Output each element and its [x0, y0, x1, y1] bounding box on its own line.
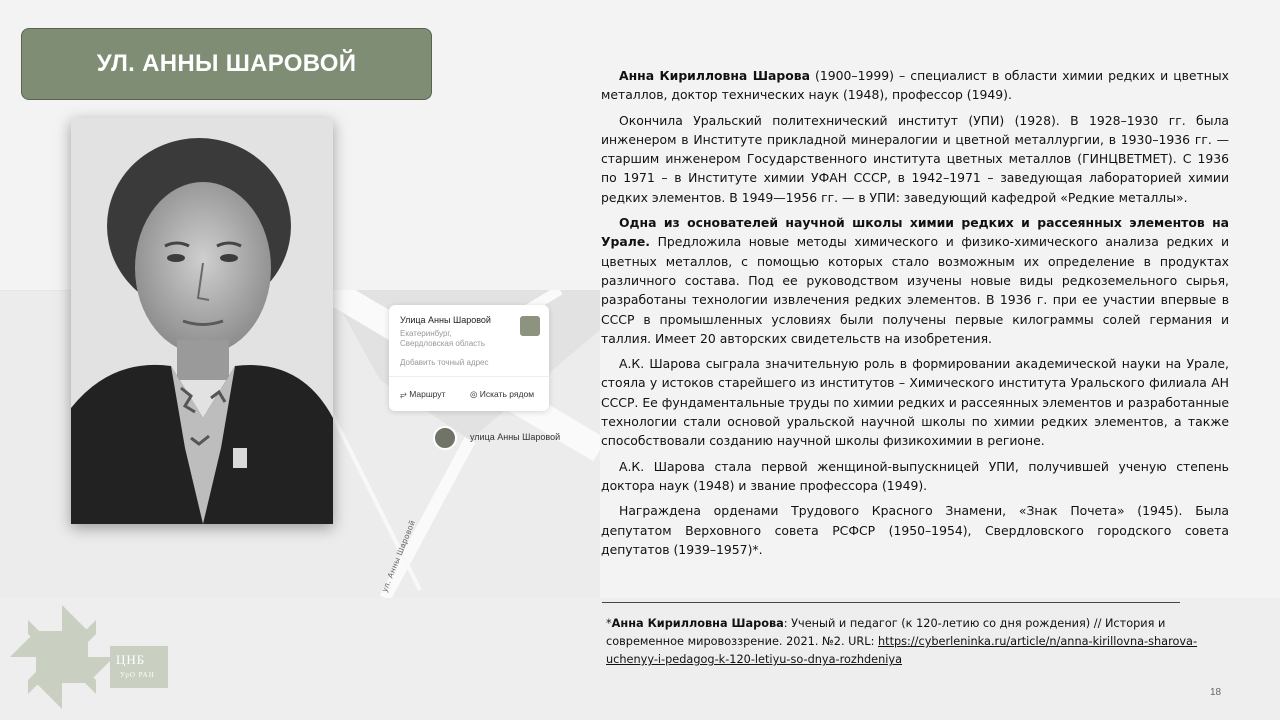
- route-icon: ⥂: [400, 389, 407, 399]
- footnote-star: *: [606, 617, 612, 630]
- library-logo: [10, 600, 170, 715]
- paragraph-text: (1900–1999) – специалист в области химии редких и цветных металлов, доктор технических наук (1948), профессор (1949).: [601, 68, 1229, 103]
- title-banner: [21, 28, 432, 100]
- footnote: [606, 615, 1206, 669]
- map-card-search-nearby-button[interactable]: [470, 389, 534, 400]
- paragraph-text: Предложила новые методы химического и физико-химического анализа редких и цветных металлов, с помощью которых стало возможным их определение в продуктах различного состава. Под ее руководством изучены новые виды редкоземельного сырья, разработаны технологии извлечения редких элементов. В 1936 г. при ее участии впервые в СССР в промышленных условиях были получены первые килограммы солей германия и таллия. Имеет 20 авторских свидетельств на изобретения.: [601, 234, 1229, 346]
- portrait-photo: [71, 118, 333, 524]
- paragraph-text: А.К. Шарова сыграла значительную роль в формировании академической науки на Урале, стояла у истоков старейшего из институтов – Химического института Уральского филиала АН СССР. Ее фундаментальные труды по химии редких и рассеянных элементов и разработанные технологии стали основой уральской научной школы по химии редких элементов, а также способствовали созданию научной школы физикохимии в регионе.: [601, 356, 1229, 449]
- footnote-link[interactable]: https://cyberleninka.ru/article/n/anna-kirillovna-sharova-uchenyy-i-pedagog-k-120-letiyu-so-dnya-rozhdeniya: [606, 635, 1198, 666]
- page-title: УЛ. АННЫ ШАРОВОЙ: [96, 50, 357, 77]
- map-card-city-line1: Екатеринбург,: [400, 329, 452, 338]
- portrait-drawing: [71, 118, 333, 524]
- footnote-divider: [602, 602, 1180, 603]
- paragraph-bold: Анна Кирилловна Шарова: [619, 68, 810, 83]
- paragraph: [601, 354, 1229, 450]
- logo-text: ЦНБ: [116, 652, 146, 667]
- page-number: 18: [1210, 687, 1222, 698]
- paragraph: [601, 501, 1229, 559]
- logo-subtext: УрО РАН: [120, 671, 155, 679]
- paragraph-text: Окончила Уральский политехнический институт (УПИ) (1928). В 1928–1930 гг. была инженером в Институте прикладной минералогии и цветной металлургии, в 1930–1936 гг. — старшим инженером Государственного института цветных металлов (ГИНЦВЕТМЕТ). С 1936 по 1971 – в Институте химии УФАН СССР, в 1942–1971 – заведующая лабораторией химии редких элементов. В 1949—1956 гг. — в УПИ: заведующий кафедрой «Редкие металлы».: [601, 112, 1229, 205]
- map-card-divider: [389, 376, 549, 377]
- paragraph-text: А.К. Шарова стала первой женщиной-выпускницей УПИ, получившей ученую степень доктора наук (1948) и звание профессора (1949).: [601, 458, 1229, 493]
- map-card-title: Улица Анны Шаровой: [400, 315, 491, 325]
- nearby-icon: ◎: [470, 389, 478, 399]
- footnote-text: : Ученый и педагог (к 120-летию со дня рождения) // История и современное мировоззрение. 2021. №2. URL:: [606, 617, 1166, 648]
- map-card-photo-icon: [520, 316, 540, 336]
- map-card-city: [400, 329, 500, 349]
- map-street-label: ул. Анны Шаровой: [380, 518, 418, 594]
- paragraph: [601, 213, 1229, 348]
- paragraph: [601, 111, 1229, 207]
- map-place-card: [389, 305, 549, 411]
- route-label: Маршрут: [409, 389, 446, 399]
- paragraph: [601, 66, 1229, 105]
- map-pin-label: улица Анны Шаровой: [470, 432, 561, 442]
- map-card-add-address-link[interactable]: Добавить точный адрес: [400, 358, 489, 367]
- paragraph-text: Награждена орденами Трудового Красного Знамени, «Знак Почета» (1945). Была депутатом Верховного совета РСФСР (1950–1954), Свердловского городского совета депутатов (1939–1957)*.: [601, 503, 1229, 557]
- paragraph-bold: Одна из основателей научной школы химии редких и рассеянных элементов на Урале.: [601, 215, 1229, 250]
- biography-text: [601, 66, 1229, 565]
- footnote-author: Анна Кирилловна Шарова: [611, 617, 784, 630]
- map-card-route-button[interactable]: [400, 389, 445, 400]
- nearby-label: Искать рядом: [479, 389, 535, 399]
- paragraph: [601, 457, 1229, 496]
- map-pin-icon[interactable]: [433, 426, 457, 450]
- map-card-city-line2: Свердловская область: [400, 339, 485, 348]
